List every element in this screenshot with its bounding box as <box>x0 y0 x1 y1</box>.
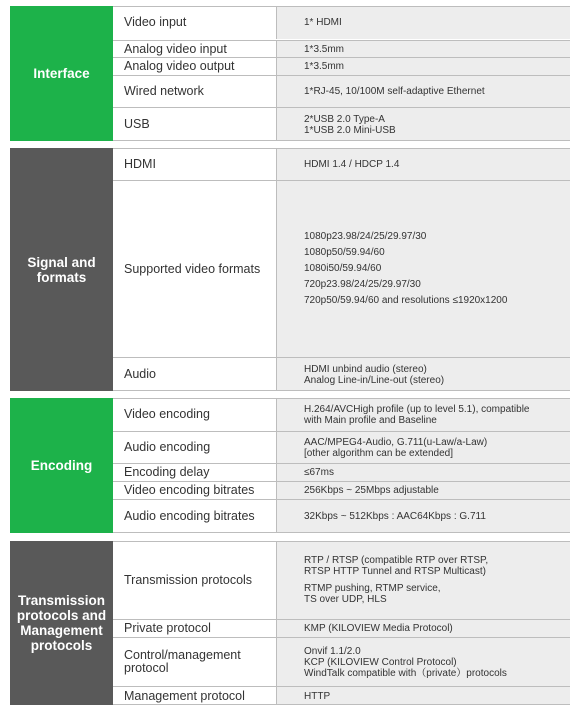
row-label: Analog video input <box>113 41 277 57</box>
row-value: 1*3.5mm <box>277 41 570 57</box>
interface-rows <box>113 6 570 141</box>
encoding-section <box>10 398 570 533</box>
row-label: Supported video formats <box>113 181 277 357</box>
row-label: HDMI <box>113 148 277 180</box>
table-row <box>113 464 570 481</box>
row-value: 1080p23.98/24/25/29.97/30 1080p50/59.94/60 1080i50/59.94/60 720p23.98/24/25/29.97/30 720p50/59.94/60 and resolutions ≤1920x1200 <box>277 181 570 357</box>
row-label: Control/management protocol <box>113 638 277 686</box>
row-label: Audio encoding bitrates <box>113 500 277 533</box>
row-value: Onvif 1.1/2.0 KCP (KILOVIEW Control Protocol) WindTalk compatible with（private）protocols <box>277 638 570 686</box>
row-value: 32Kbps ~ 512Kbps : AAC64Kbps : G.711 <box>277 500 570 533</box>
row-value: 1*RJ-45, 10/100M self-adaptive Ethernet <box>277 76 570 107</box>
table-row <box>113 76 570 107</box>
table-row <box>113 148 570 180</box>
row-value: 1* HDMI <box>277 6 570 39</box>
row-value: H.264/AVCHigh profile (up to level 5.1), compatible with Main profile and Baseline <box>277 398 570 431</box>
row-label: Management protocol <box>113 687 277 705</box>
row-label: Video encoding <box>113 398 277 431</box>
table-row <box>113 41 570 57</box>
table-row <box>113 500 570 533</box>
table-row <box>113 432 570 463</box>
row-label: USB <box>113 108 277 141</box>
table-row <box>113 108 570 141</box>
row-label: Audio encoding <box>113 432 277 463</box>
encoding-section-title: Encoding <box>10 398 113 533</box>
table-row <box>113 541 570 619</box>
row-label: Transmission protocols <box>113 541 277 619</box>
row-label: Video encoding bitrates <box>113 482 277 499</box>
interface-section-title: Interface <box>10 6 113 141</box>
table-row <box>113 620 570 637</box>
transmission-section <box>10 541 570 705</box>
row-value: 1*3.5mm <box>277 58 570 75</box>
signal-rows <box>113 148 570 391</box>
table-row <box>113 482 570 499</box>
table-row <box>113 398 570 431</box>
row-label: Private protocol <box>113 620 277 637</box>
table-row <box>113 181 570 357</box>
transmission-rows <box>113 541 570 705</box>
row-label: Audio <box>113 358 277 391</box>
row-value: 2*USB 2.0 Type-A 1*USB 2.0 Mini-USB <box>277 108 570 141</box>
row-value: HTTP <box>277 687 570 705</box>
interface-section <box>10 6 570 141</box>
row-value: AAC/MPEG4-Audio, G.711(u-Law/a-Law) [other algorithm can be extended] <box>277 432 570 463</box>
transmission-section-title: Transmission protocols and Management protocols <box>10 541 113 705</box>
row-value: HDMI unbind audio (stereo) Analog Line-in/Line-out (stereo) <box>277 358 570 391</box>
row-value: HDMI 1.4 / HDCP 1.4 <box>277 148 570 180</box>
row-value: 256Kbps ~ 25Mbps adjustable <box>277 482 570 499</box>
signal-section <box>10 148 570 391</box>
table-row <box>113 6 570 39</box>
table-row <box>113 638 570 686</box>
table-row <box>113 58 570 75</box>
table-row <box>113 358 570 391</box>
row-label: Encoding delay <box>113 464 277 481</box>
row-value: RTP / RTSP (compatible RTP over RTSP, RTSP HTTP Tunnel and RTSP Multicast) RTMP pushing, RTMP service, TS over UDP, HLS <box>277 541 570 619</box>
signal-section-title: Signal and formats <box>10 148 113 391</box>
row-label: Wired network <box>113 76 277 107</box>
row-value: KMP (KILOVIEW Media Protocol) <box>277 620 570 637</box>
table-row <box>113 687 570 705</box>
row-value: ≤67ms <box>277 464 570 481</box>
row-label: Analog video output <box>113 58 277 75</box>
encoding-rows <box>113 398 570 533</box>
row-label: Video input <box>113 6 277 39</box>
